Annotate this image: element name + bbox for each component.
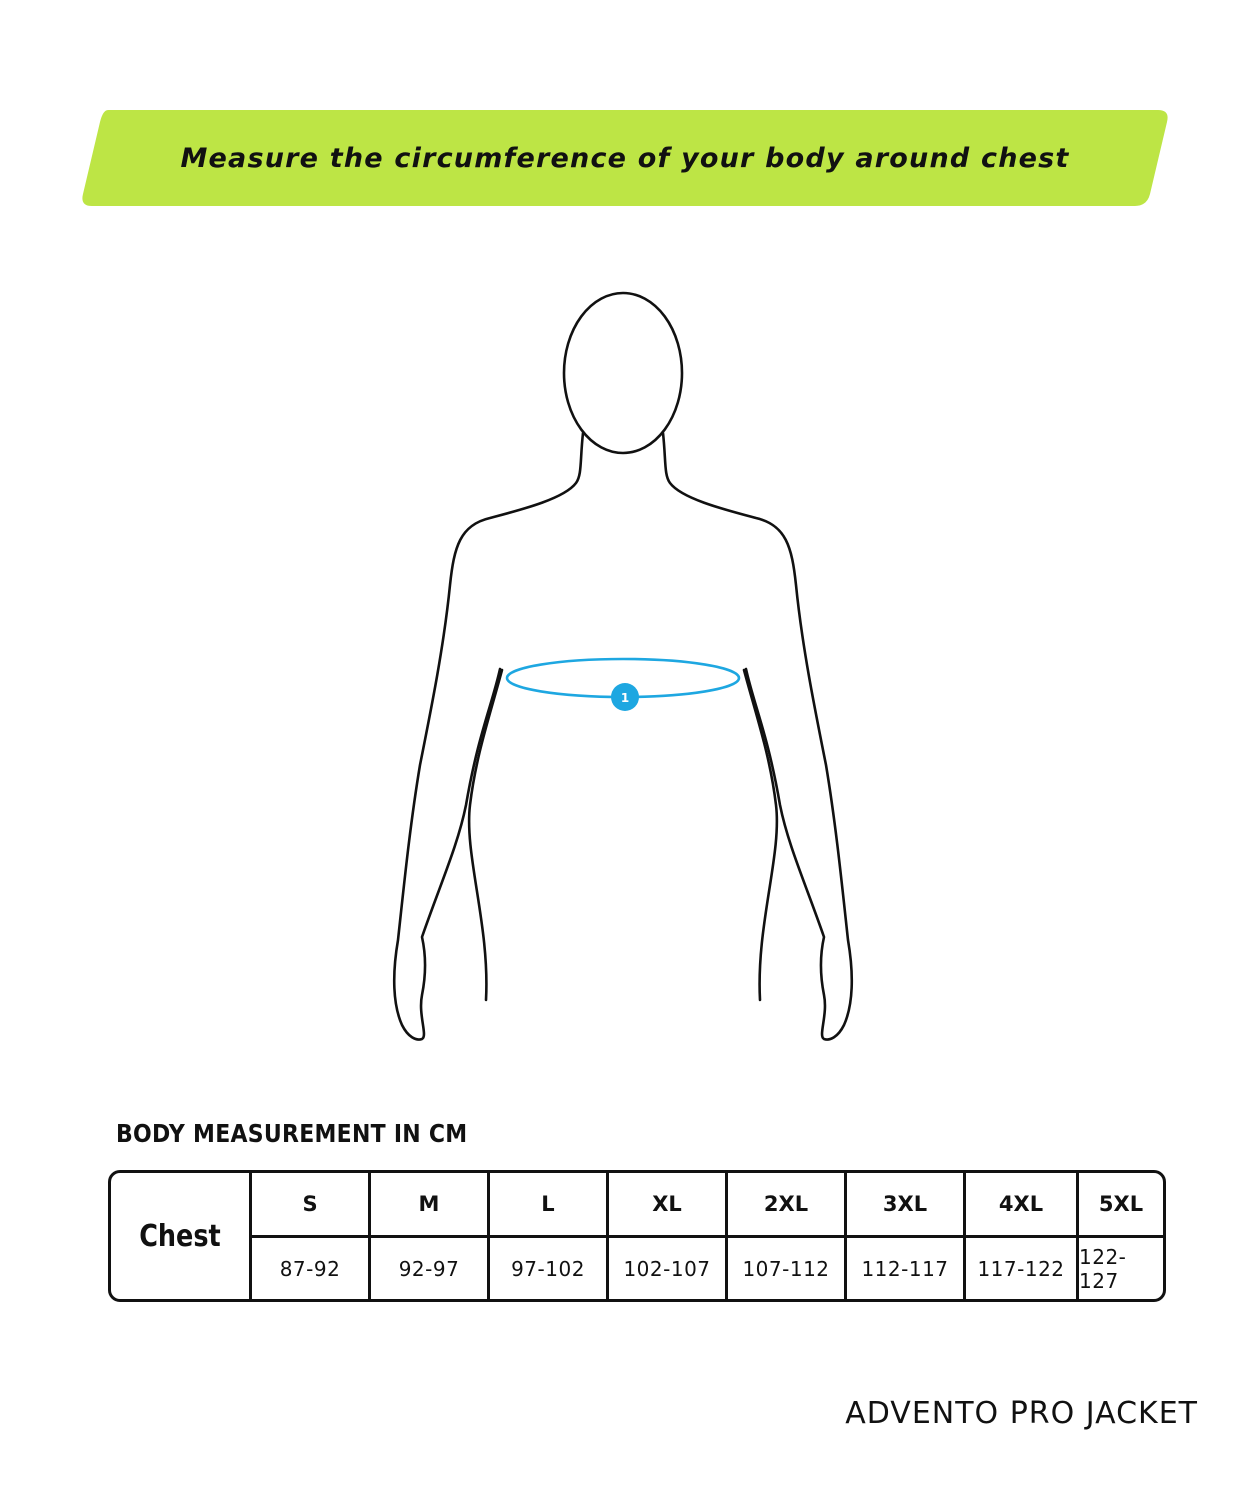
size-value: 107-112 <box>742 1256 830 1281</box>
size-column <box>1079 1173 1163 1299</box>
size-columns <box>252 1173 1163 1299</box>
size-column <box>847 1173 966 1299</box>
row-label: Chest <box>139 1218 221 1254</box>
size-column <box>490 1173 609 1299</box>
size-header: L <box>490 1173 606 1238</box>
size-value: 122-127 <box>1079 1244 1127 1293</box>
size-header: 2XL <box>728 1173 844 1238</box>
head-outline <box>564 293 682 453</box>
size-column <box>966 1173 1079 1299</box>
size-header: XL <box>609 1173 725 1238</box>
size-header: 5XL <box>1079 1173 1163 1238</box>
size-value: 112-117 <box>861 1256 949 1281</box>
instruction-banner <box>80 108 1170 208</box>
size-column <box>728 1173 847 1299</box>
size-column <box>252 1173 371 1299</box>
row-label-cell <box>111 1173 252 1299</box>
size-column <box>609 1173 728 1299</box>
banner-text: Measure the circumference of your body around chest <box>180 142 1070 174</box>
size-column <box>371 1173 490 1299</box>
size-header: M <box>371 1173 487 1238</box>
size-header: S <box>252 1173 368 1238</box>
measurement-marker-label: 1 <box>620 691 630 705</box>
body-outline <box>380 285 870 1055</box>
size-header: 4XL <box>966 1173 1076 1238</box>
size-value: 92-97 <box>398 1256 460 1281</box>
size-header: 3XL <box>847 1173 963 1238</box>
body-outline-figure <box>380 285 870 1055</box>
table-title: BODY MEASUREMENT IN CM <box>116 1119 468 1148</box>
size-table <box>108 1170 1166 1302</box>
size-value: 117-122 <box>977 1256 1065 1281</box>
torso-outline-right <box>663 433 852 1039</box>
size-value: 97-102 <box>511 1256 585 1281</box>
torso-outline-left <box>394 433 583 1039</box>
product-name: ADVENTO PRO JACKET <box>845 1396 1198 1431</box>
size-value: 102-107 <box>623 1256 711 1281</box>
size-value: 87-92 <box>279 1256 341 1281</box>
